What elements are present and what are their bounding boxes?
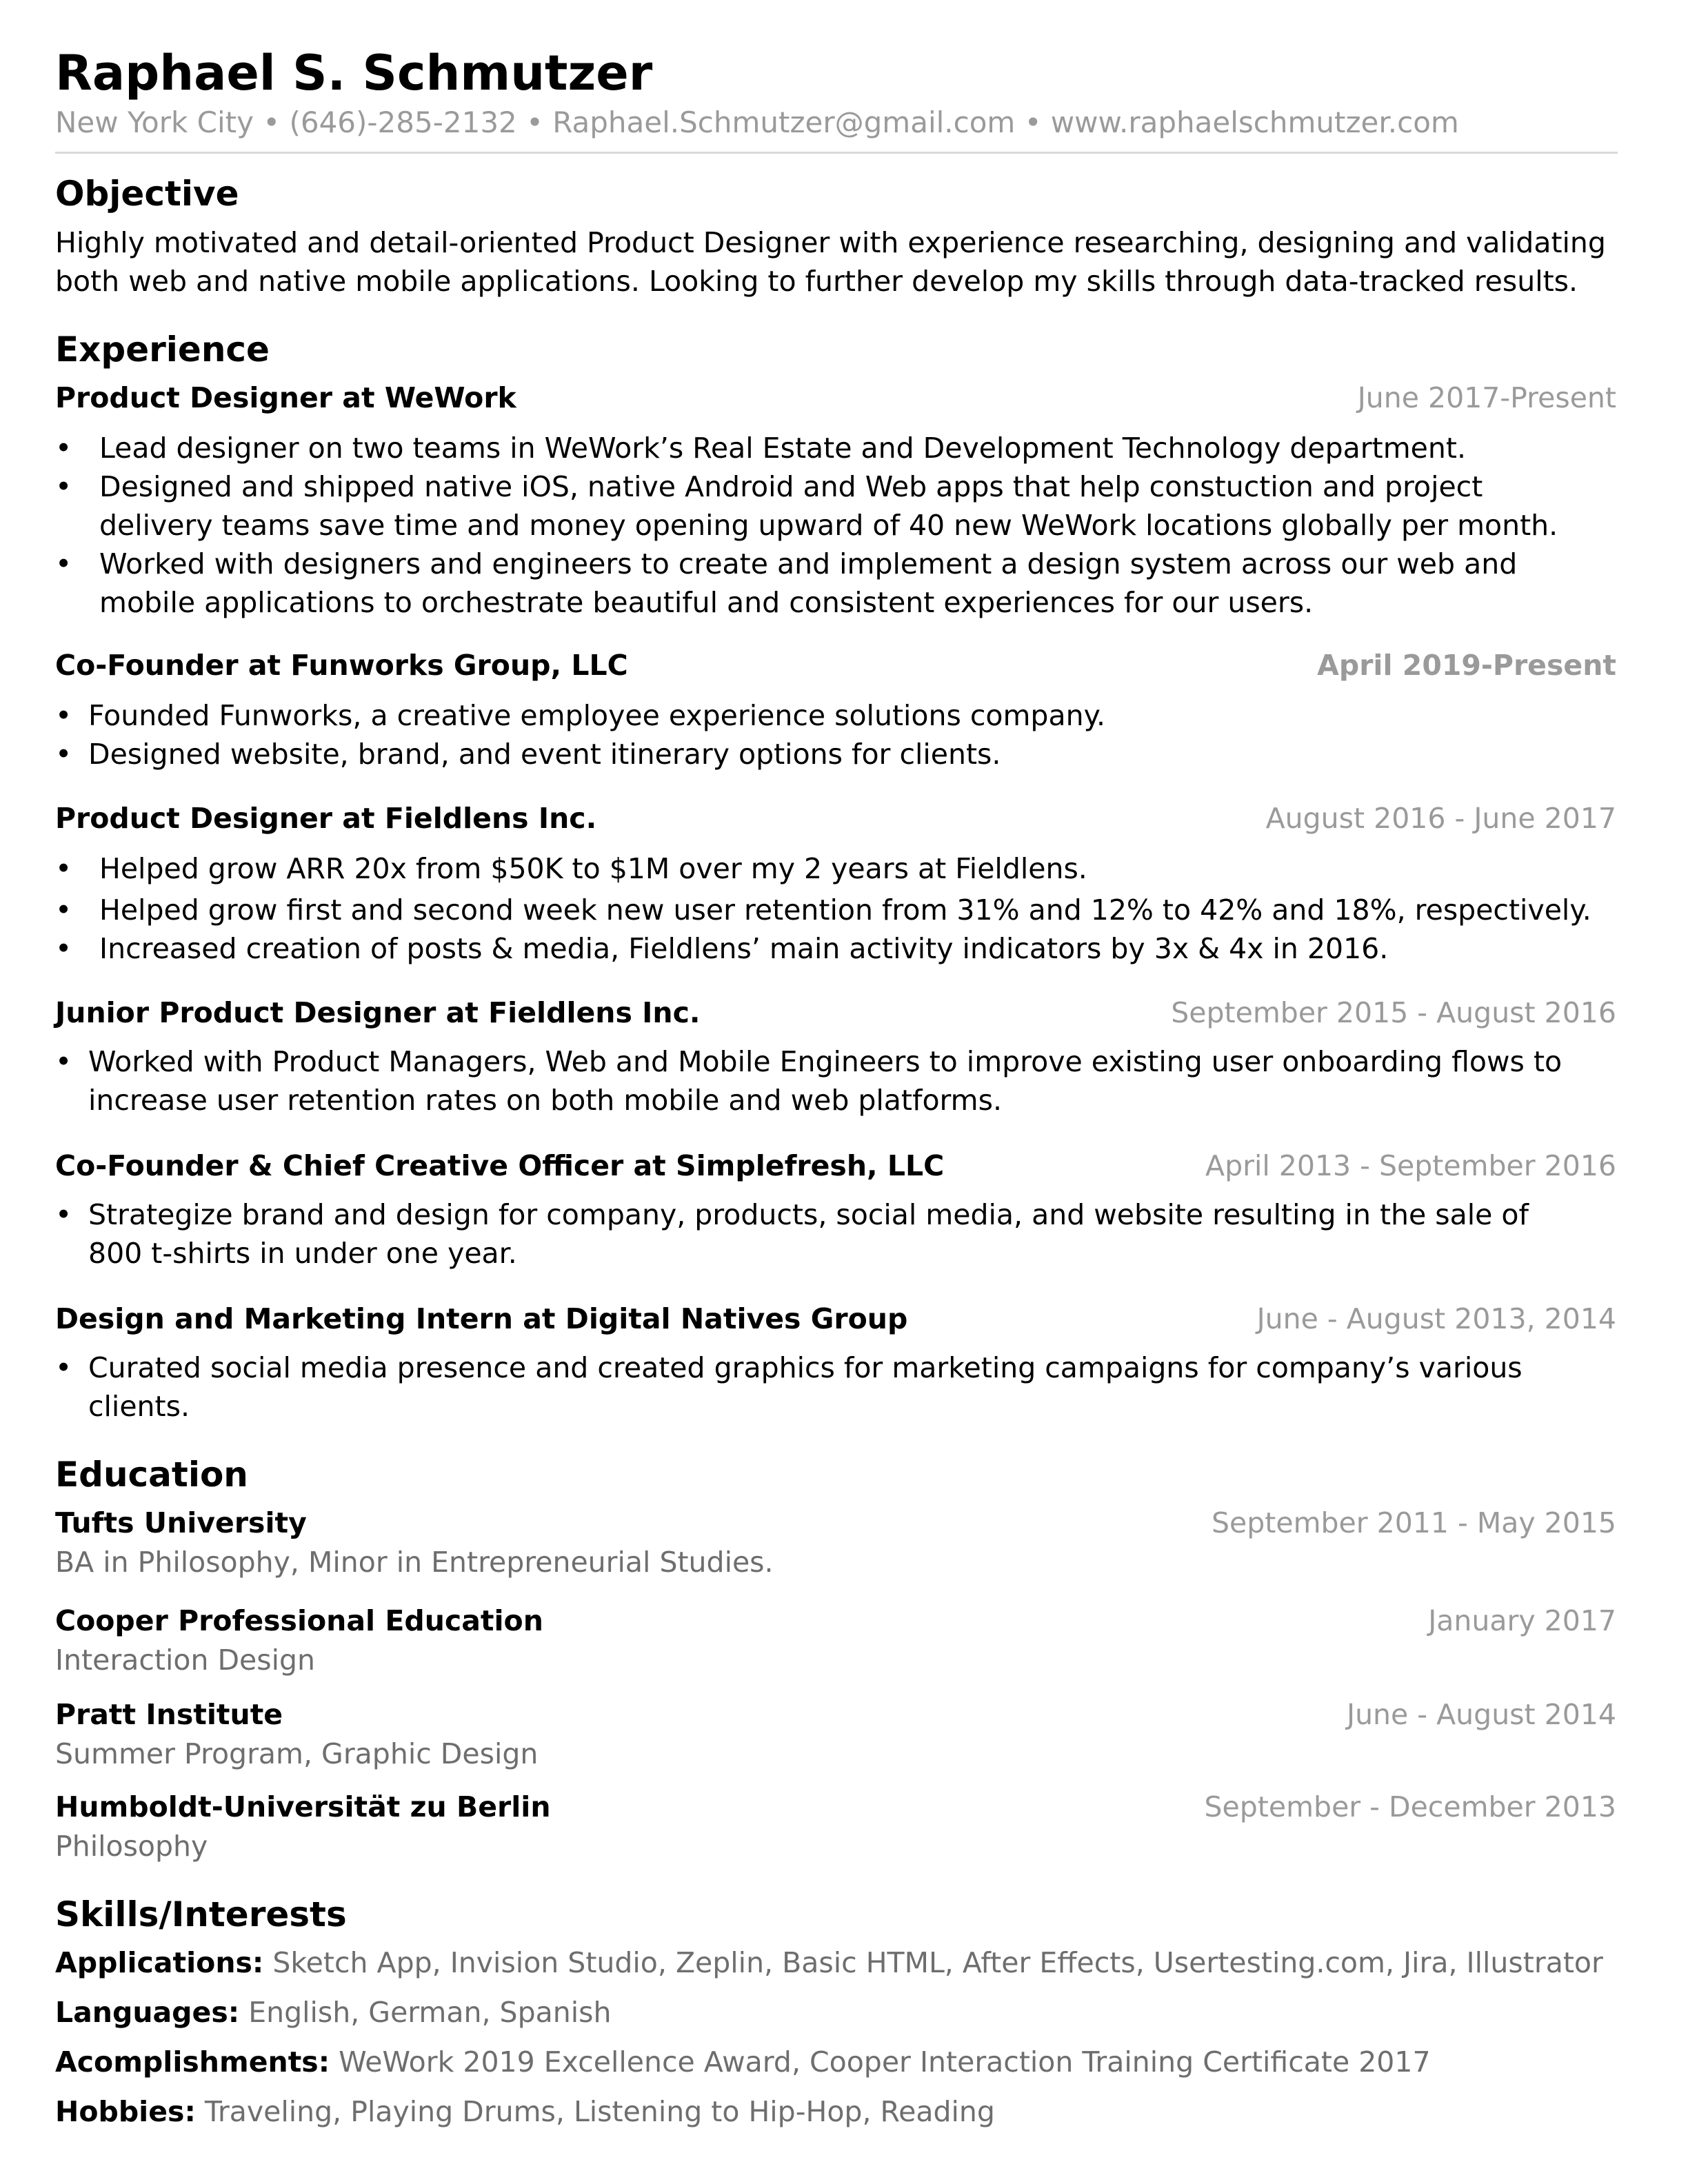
job-date: August 2016 - June 2017	[1265, 802, 1616, 835]
job-title: Product Designer at WeWork	[55, 381, 516, 414]
job-bullets	[55, 696, 1641, 774]
bullet-line: mobile applications to orchestrate beautiful and consistent experiences for our users.	[99, 586, 1314, 619]
school-date: September - December 2013	[1204, 1790, 1616, 1823]
school-detail: Summer Program, Graphic Design	[55, 1737, 539, 1770]
header-divider	[55, 152, 1618, 154]
school-detail: Interaction Design	[55, 1644, 316, 1677]
school-detail: Philosophy	[55, 1830, 208, 1863]
bullet-item	[55, 696, 1641, 735]
skill-value: Traveling, Playing Drums, Listening to Hip-Hop, Reading	[204, 2095, 995, 2128]
job-date: April 2013 - September 2016	[1205, 1149, 1616, 1182]
bullet-icon: •	[55, 699, 72, 732]
bullet-icon: •	[55, 1198, 72, 1231]
bullet-line: Increased creation of posts & media, Fieldlens’ main activity indicators by 3x & 4x in 2016.	[99, 932, 1389, 965]
bullet-icon: •	[55, 432, 72, 465]
school-date: January 2017	[1428, 1604, 1616, 1637]
bullet-icon: •	[55, 893, 72, 927]
skill-value: English, German, Spanish	[248, 1996, 612, 2029]
objective-line: Highly motivated and detail-oriented Product Designer with experience researching, designing and validating	[55, 226, 1606, 259]
section-title-skills: Skills/Interests	[55, 1894, 347, 1934]
bullet-line: Worked with Product Managers, Web and Mobile Engineers to improve existing user onboarding flows to	[88, 1045, 1563, 1078]
job-bullets	[55, 1348, 1641, 1426]
section-title-education: Education	[55, 1455, 248, 1495]
job-title: Co-Founder at Funworks Group, LLC	[55, 649, 628, 682]
bullet-item	[55, 735, 1641, 774]
job-bullets	[55, 429, 1641, 622]
bullet-line: Lead designer on two teams in WeWork’s Real Estate and Development Technology department.	[99, 432, 1466, 465]
bullet-icon: •	[55, 1045, 72, 1078]
bullet-item	[55, 1348, 1641, 1426]
contact-line: New York City • (646)-285-2132 • Raphael.Schmutzer@gmail.com • www.raphaelschmutzer.com	[55, 105, 1459, 139]
job-bullets	[55, 1042, 1641, 1120]
bullet-line: Strategize brand and design for company, products, social media, and website resulting in the sale of	[88, 1198, 1529, 1231]
bullet-line: Helped grow ARR 20x from $50K to $1M over my 2 years at Fieldlens.	[99, 852, 1087, 885]
school-date: September 2011 - May 2015	[1212, 1506, 1616, 1539]
job-title: Design and Marketing Intern at Digital Natives Group	[55, 1302, 908, 1335]
bullet-line: 800 t-shirts in under one year.	[88, 1237, 517, 1270]
bullet-line: Designed and shipped native iOS, native Android and Web apps that help constuction and project	[99, 470, 1483, 503]
bullet-item	[55, 849, 1641, 888]
job-date: June - August 2013, 2014	[1256, 1302, 1616, 1335]
bullet-icon: •	[55, 470, 72, 503]
bullet-line: increase user retention rates on both mobile and web platforms.	[88, 1084, 1002, 1117]
bullet-line: Founded Funworks, a creative employee experience solutions company.	[88, 699, 1106, 732]
section-title-objective: Objective	[55, 174, 239, 214]
school-name: Pratt Institute	[55, 1698, 283, 1731]
bullet-line: Curated social media presence and created graphics for marketing campaigns for company’s various	[88, 1351, 1523, 1384]
skill-label: Languages:	[55, 1996, 240, 2029]
skill-label: Applications:	[55, 1946, 264, 1979]
bullet-item	[55, 891, 1641, 929]
objective-line: both web and native mobile applications. Looking to further develop my skills through data-tracked results.	[55, 265, 1578, 298]
school-name: Humboldt-Universität zu Berlin	[55, 1790, 551, 1823]
school-date: June - August 2014	[1346, 1698, 1616, 1731]
job-bullets	[55, 1195, 1641, 1273]
school-name: Tufts University	[55, 1506, 307, 1539]
skill-value: WeWork 2019 Excellence Award, Cooper Interaction Training Certificate 2017	[339, 2045, 1431, 2079]
bullet-line: Designed website, brand, and event itinerary options for clients.	[88, 738, 1001, 771]
bullet-item	[55, 929, 1641, 968]
bullet-line: Helped grow first and second week new user retention from 31% and 12% to 42% and 18%, respectively.	[99, 893, 1591, 927]
bullet-line: clients.	[88, 1390, 190, 1423]
bullet-icon: •	[55, 1351, 72, 1384]
skill-label: Acomplishments:	[55, 2045, 330, 2079]
objective-text	[55, 223, 1634, 301]
job-title: Product Designer at Fieldlens Inc.	[55, 802, 597, 835]
skill-row	[55, 2092, 995, 2132]
school-name: Cooper Professional Education	[55, 1604, 543, 1637]
school-detail: BA in Philosophy, Minor in Entrepreneurial Studies.	[55, 1546, 774, 1579]
resume-name: Raphael S. Schmutzer	[55, 45, 653, 101]
bullet-line: delivery teams save time and money opening upward of 40 new WeWork locations globally per month.	[99, 509, 1558, 542]
skill-label: Hobbies:	[55, 2095, 196, 2128]
skill-row	[55, 2042, 1431, 2082]
skill-value: Sketch App, Invision Studio, Zeplin, Basic HTML, After Effects, Usertesting.com, Jira, Illustrator	[272, 1946, 1603, 1979]
bullet-line: Worked with designers and engineers to create and implement a design system across our web and	[99, 547, 1518, 580]
bullet-item	[55, 467, 1641, 545]
job-date: June 2017-Present	[1357, 381, 1616, 414]
job-title: Junior Product Designer at Fieldlens Inc.	[55, 996, 701, 1029]
bullet-item	[55, 1195, 1641, 1273]
job-date: April 2019-Present	[1317, 649, 1616, 682]
bullet-icon: •	[55, 547, 72, 580]
bullet-item	[55, 1042, 1641, 1120]
section-title-experience: Experience	[55, 330, 270, 370]
job-bullets	[55, 849, 1641, 968]
bullet-icon: •	[55, 852, 72, 885]
job-title: Co-Founder & Chief Creative Officer at Simplefresh, LLC	[55, 1149, 945, 1182]
skill-row	[55, 1992, 611, 2032]
skill-row	[55, 1943, 1603, 1983]
bullet-item	[55, 429, 1641, 467]
bullet-item	[55, 545, 1641, 622]
job-date: September 2015 - August 2016	[1171, 996, 1616, 1029]
bullet-icon: •	[55, 932, 72, 965]
bullet-icon: •	[55, 738, 72, 771]
